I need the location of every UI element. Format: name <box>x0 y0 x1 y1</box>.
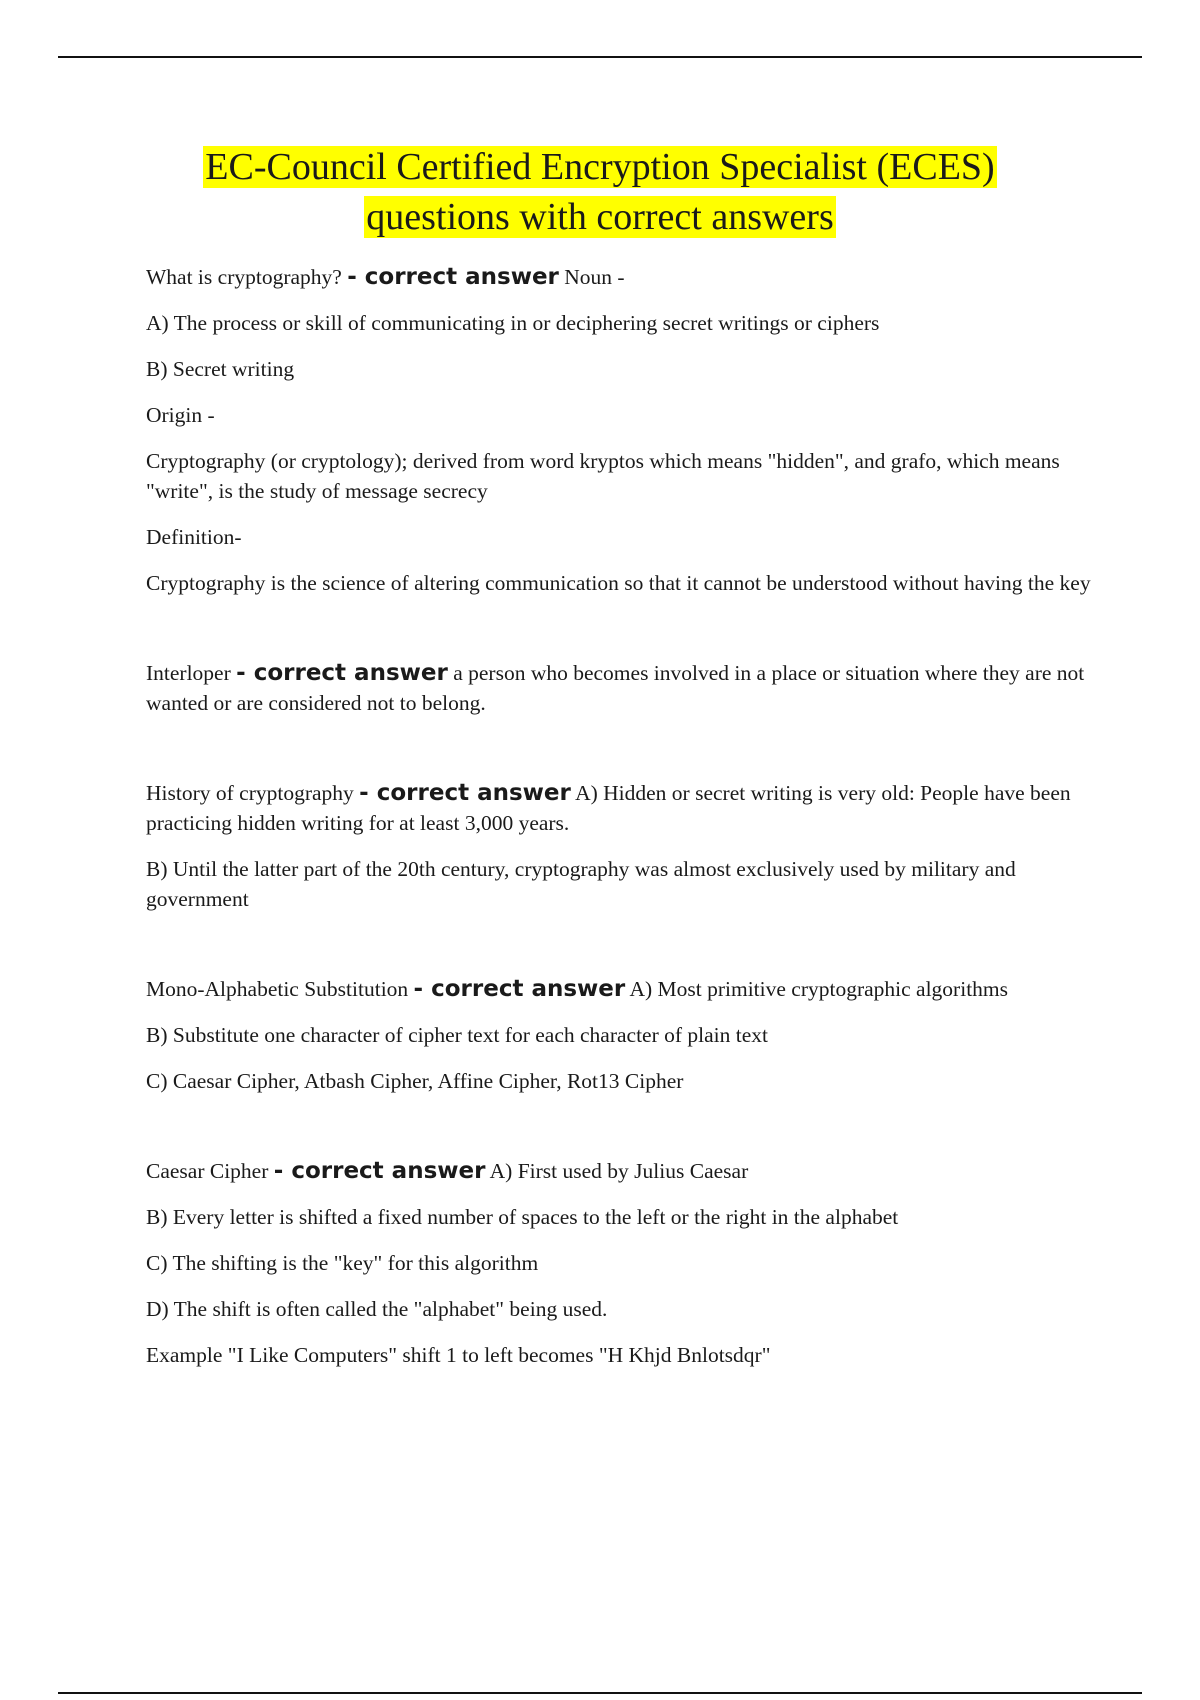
correct-answer-marker: - correct answer <box>273 1158 486 1184</box>
answer-line: B) Until the latter part of the 20th century, cryptography was almost exclusively used by military and government <box>146 857 1016 911</box>
correct-answer-marker: - correct answer <box>347 264 559 290</box>
question-term: Caesar Cipher <box>146 1159 269 1183</box>
document-title <box>58 142 1142 242</box>
answer-lead: a person who becomes involved in a place or situation where they are not wanted or are considered not to belong. <box>146 661 1085 715</box>
answer-line: Origin - <box>146 403 215 427</box>
top-rule <box>58 56 1142 58</box>
question-mono-alphabetic-substitution <box>146 974 1096 1004</box>
answer-line: Example "I Like Computers" shift 1 to left becomes "H Khjd Bnlotsdqr" <box>146 1343 771 1367</box>
answer-lead: Noun - <box>564 265 625 289</box>
answer-line: Cryptography (or cryptology); derived from word kryptos which means "hidden", and grafo, which means "write", is the study of message secrecy <box>146 449 1060 503</box>
correct-answer-marker: - correct answer <box>236 660 448 686</box>
answer-line: B) Substitute one character of cipher text for each character of plain text <box>146 1023 769 1047</box>
document-body <box>146 262 1096 1386</box>
question-term: Interloper <box>146 661 231 685</box>
answer-line: Definition- <box>146 525 242 549</box>
question-interloper <box>146 658 1096 718</box>
question-caesar-cipher <box>146 1156 1096 1186</box>
answer-line: Cryptography is the science of altering communication so that it cannot be understood without having the key <box>146 571 1091 595</box>
correct-answer-marker: - correct answer <box>359 780 571 806</box>
question-term: Mono-Alphabetic Substitution <box>146 977 409 1001</box>
question-term: What is cryptography? <box>146 265 342 289</box>
correct-answer-marker: - correct answer <box>413 976 626 1002</box>
answer-lead: A) First used by Julius Caesar <box>489 1159 749 1183</box>
answer-line: C) The shifting is the "key" for this algorithm <box>146 1251 539 1275</box>
answer-line: B) Every letter is shifted a fixed number of spaces to the left or the right in the alphabet <box>146 1205 899 1229</box>
answer-lead: A) Hidden or secret writing is very old: People have been practicing hidden writing for at least 3,000 years. <box>146 781 1071 835</box>
title-line-2: questions with correct answers <box>366 196 834 238</box>
answer-line: C) Caesar Cipher, Atbash Cipher, Affine Cipher, Rot13 Cipher <box>146 1069 684 1093</box>
answer-line: D) The shift is often called the "alphabet" being used. <box>146 1297 608 1321</box>
answer-lead: A) Most primitive cryptographic algorithms <box>629 977 1009 1001</box>
question-cryptography <box>146 262 1096 292</box>
answer-line: A) The process or skill of communicating in or deciphering secret writings or ciphers <box>146 311 880 335</box>
title-line-1: EC-Council Certified Encryption Specialist (ECES) <box>205 146 995 188</box>
bottom-rule <box>58 1692 1142 1694</box>
question-term: History of cryptography <box>146 781 354 805</box>
answer-line: B) Secret writing <box>146 357 295 381</box>
question-history-of-cryptography <box>146 778 1096 838</box>
